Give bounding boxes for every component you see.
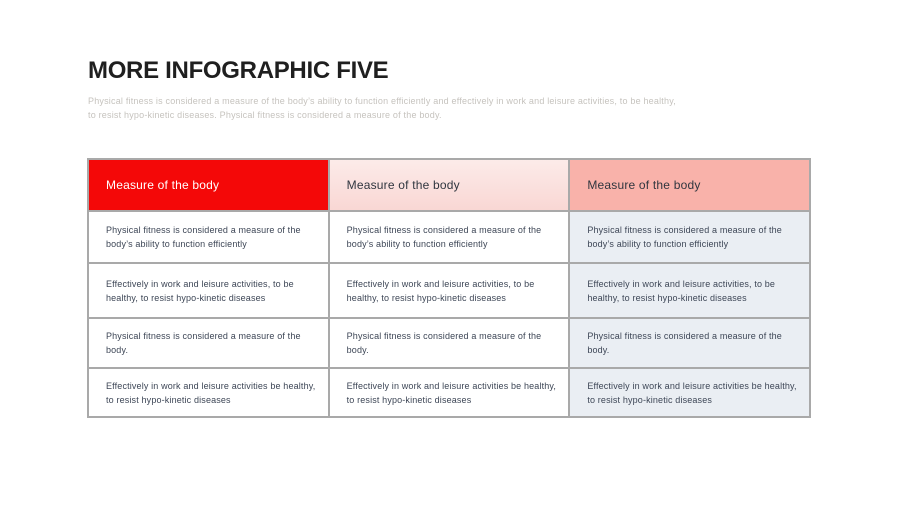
subtitle [88,94,676,122]
table-row [88,263,810,318]
table-cell: Effectively in work and leisure activities, to be healthy, to resist hypo-kinetic diseases [329,263,570,318]
table-cell: Effectively in work and leisure activities, to be healthy, to resist hypo-kinetic diseases [569,263,810,318]
table-cell: Effectively in work and leisure activities be healthy, to resist hypo-kinetic diseases [569,368,810,417]
table-row [88,368,810,417]
table-cell: Physical fitness is considered a measure of the body’s ability to function efficiently [569,211,810,263]
table-cell: Physical fitness is considered a measure of the body’s ability to function efficiently [329,211,570,263]
header-cell-2: Measure of the body [329,159,570,211]
table-cell: Physical fitness is considered a measure of the body. [569,318,810,368]
table-cell: Effectively in work and leisure activities be healthy, to resist hypo-kinetic diseases [88,368,329,417]
infographic-table [87,158,811,418]
table-row [88,211,810,263]
table-cell: Effectively in work and leisure activities be healthy, to resist hypo-kinetic diseases [329,368,570,417]
table-cell: Physical fitness is considered a measure of the body. [88,318,329,368]
header-cell-1: Measure of the body [88,159,329,211]
subtitle-line: Physical fitness is considered a measure of the body’s ability to function efficiently and effectively in work and leisure activities, to be healthy, [88,96,676,106]
subtitle-line: to resist hypo-kinetic diseases. Physical fitness is considered a measure of the body. [88,110,442,120]
header-cell-3: Measure of the body [569,159,810,211]
page-title: MORE INFOGRAPHIC FIVE [88,57,389,84]
table-cell: Physical fitness is considered a measure of the body’s ability to function efficiently [88,211,329,263]
table-row [88,318,810,368]
table-cell: Physical fitness is considered a measure of the body. [329,318,570,368]
table-header-row [88,159,810,211]
table-cell: Effectively in work and leisure activities, to be healthy, to resist hypo-kinetic diseases [88,263,329,318]
